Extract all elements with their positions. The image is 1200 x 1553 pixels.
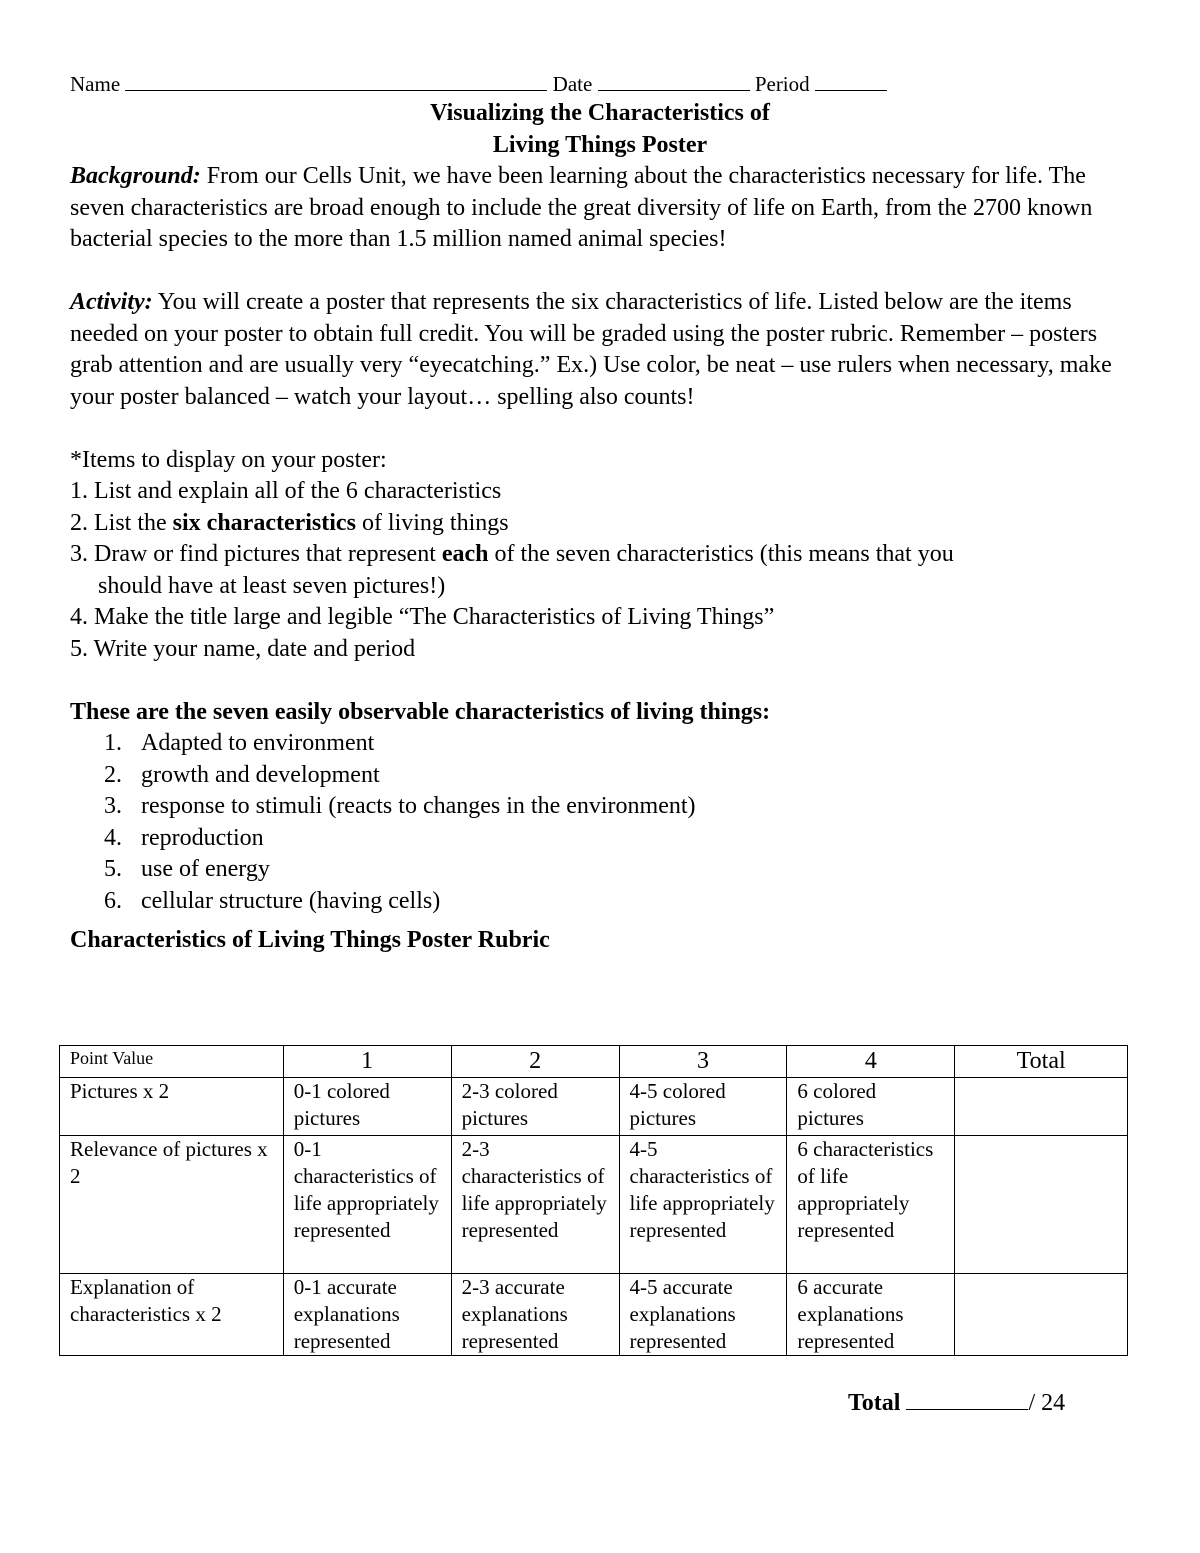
table-header-row — [60, 1046, 1128, 1078]
worksheet-page — [70, 70, 1130, 954]
list-item-number: 5. — [104, 856, 122, 882]
list-item-number: 4. — [104, 824, 122, 851]
item-2-bold: six characteristics — [172, 509, 356, 536]
criterion-cell: Pictures x 2 — [60, 1078, 284, 1136]
item-3-bold: each — [441, 541, 489, 567]
name-label: Name — [70, 72, 121, 96]
period-field[interactable] — [815, 72, 887, 91]
table-row — [60, 1274, 1128, 1356]
activity-label: Activity: — [70, 289, 153, 315]
table-cell: 2-3 characteristics of life appropriately represented — [451, 1136, 619, 1274]
header-score-1: 1 — [283, 1046, 451, 1078]
table-cell: 4-5 colored pictures — [619, 1078, 787, 1136]
header-score-2: 2 — [451, 1046, 619, 1078]
activity-text: You will create a poster that represents the six characteristics of life. Listed below are the items needed on your poster to obtain full credit. You will be graded using the poster rubric. Remember – posters grab attention and are usually very “eyecatching.” Ex.) Use color, be neat – use rulers when necessary, make your poster balanced – watch your layout… spelling also counts! — [70, 289, 1112, 410]
background-label: Background: — [70, 163, 201, 189]
table-cell: 4-5 characteristics of life appropriately represented — [619, 1136, 787, 1274]
title-line-2: Living Things Poster — [492, 131, 708, 158]
table-cell: 2-3 accurate explanations represented — [451, 1274, 619, 1356]
list-item-number: 1. — [104, 730, 122, 756]
table-cell: 6 colored pictures — [787, 1078, 955, 1136]
item-3-continued: should have at least seven pictures!) — [98, 572, 446, 599]
table-cell: 4-5 accurate explanations represented — [619, 1274, 787, 1356]
characteristics-section — [70, 697, 1130, 918]
list-item-text: Adapted to environment — [141, 730, 375, 756]
header-total: Total — [955, 1046, 1128, 1078]
list-item-number: 3. — [104, 793, 122, 819]
table-cell: 0-1 characteristics of life appropriately represented — [283, 1136, 451, 1274]
grand-total-field[interactable] — [906, 1391, 1028, 1410]
item-1: 1. List and explain all of the 6 characteristics — [70, 478, 502, 504]
table-row — [60, 1136, 1128, 1274]
list-item-text: use of energy — [141, 856, 270, 882]
item-2 — [70, 508, 1130, 540]
item-5: 5. Write your name, date and period — [70, 635, 416, 662]
table-cell: 0-1 colored pictures — [283, 1078, 451, 1136]
header-point-value: Point Value — [60, 1046, 284, 1078]
grand-total-label: Total — [848, 1390, 901, 1416]
items-section — [70, 445, 1130, 666]
item-2-text-end: of living things — [355, 509, 509, 536]
period-label: Period — [754, 72, 810, 96]
background-text: From our Cells Unit, we have been learning about the characteristics necessary for life. The seven characteristics are broad enough to include the great diversity of life on Earth, from the 2700 known bacterial species to the more than 1.5 million named animal species! — [70, 163, 1093, 252]
list-item — [70, 791, 1130, 823]
date-label: Date — [552, 72, 593, 96]
item-2-text: 2. List the — [70, 509, 173, 536]
characteristics-list — [70, 728, 1130, 917]
list-item — [70, 760, 1130, 792]
date-field[interactable] — [598, 72, 750, 91]
list-item-text: growth and development — [141, 761, 380, 788]
list-item — [70, 854, 1130, 886]
title-line-1: Visualizing the Characteristics of — [430, 100, 770, 126]
list-item-text: response to stimuli (reacts to changes in the environment) — [141, 793, 696, 819]
item-3-text-end: of the seven characteristics (this means that you — [488, 541, 954, 567]
criterion-cell: Relevance of pictures x 2 — [60, 1136, 284, 1274]
student-info-line — [70, 70, 1130, 98]
table-cell: 2-3 colored pictures — [451, 1078, 619, 1136]
item-3-text: 3. Draw or find pictures that represent — [70, 541, 442, 567]
grand-total-out-of: / 24 — [1028, 1390, 1066, 1416]
header-score-4: 4 — [787, 1046, 955, 1078]
list-item-number: 2. — [104, 761, 122, 788]
total-cell[interactable] — [955, 1078, 1128, 1136]
rubric-table — [59, 1045, 1128, 1356]
table-cell: 6 accurate explanations represented — [787, 1274, 955, 1356]
table-row — [60, 1078, 1128, 1136]
total-cell[interactable] — [955, 1274, 1128, 1356]
list-item — [70, 823, 1130, 855]
name-field[interactable] — [125, 72, 547, 91]
table-cell: 0-1 accurate explanations represented — [283, 1274, 451, 1356]
background-paragraph — [70, 161, 1130, 256]
list-item-number: 6. — [104, 887, 122, 914]
list-item-text: reproduction — [141, 824, 264, 851]
grand-total-line — [848, 1388, 1065, 1420]
characteristics-heading: These are the seven easily observable characteristics of living things: — [70, 698, 771, 725]
total-cell[interactable] — [955, 1136, 1128, 1274]
header-score-3: 3 — [619, 1046, 787, 1078]
list-item — [70, 728, 1130, 760]
activity-paragraph — [70, 287, 1130, 413]
item-3 — [70, 539, 1130, 571]
list-item-text: cellular structure (having cells) — [141, 887, 441, 914]
items-heading: *Items to display on your poster: — [70, 446, 387, 473]
table-cell: 6 characteristics of life appropriately represented — [787, 1136, 955, 1274]
page-title — [70, 98, 1130, 161]
list-item — [70, 886, 1130, 918]
rubric-title: Characteristics of Living Things Poster Rubric — [70, 927, 550, 953]
item-4: 4. Make the title large and legible “The Characteristics of Living Things” — [70, 604, 775, 630]
criterion-cell: Explanation of characteristics x 2 — [60, 1274, 284, 1356]
